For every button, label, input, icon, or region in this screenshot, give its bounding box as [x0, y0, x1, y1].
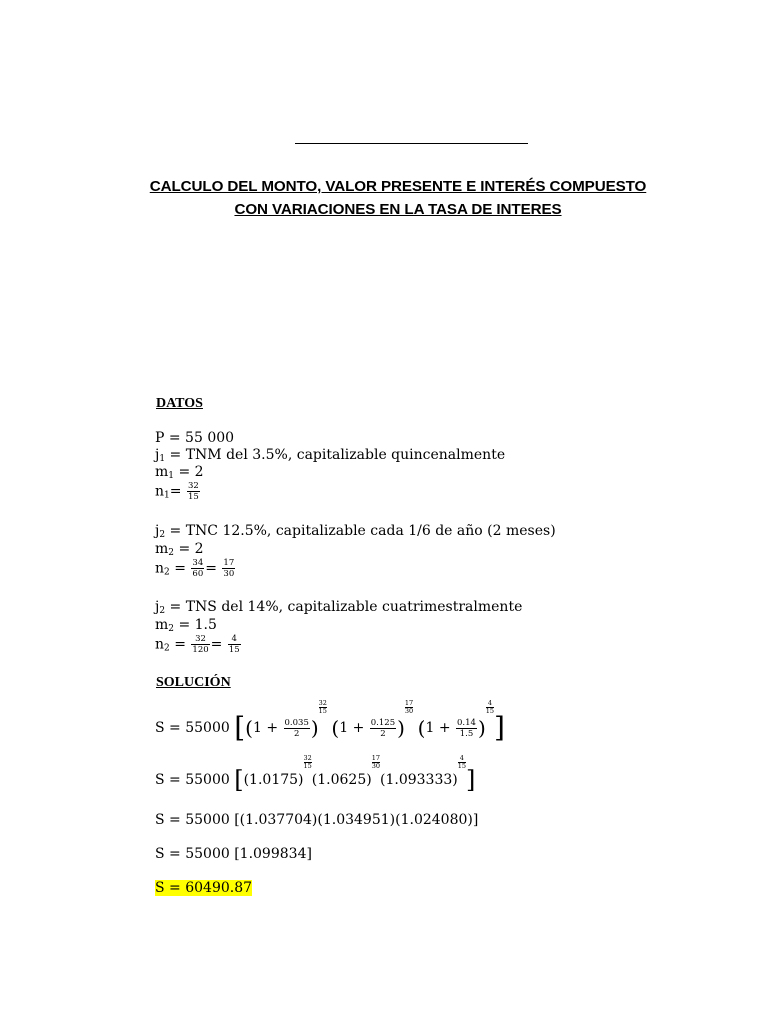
- j2b-definition: $j_2$ = TNS del 14%, capitalizable cuatrimestralmente: [155, 599, 523, 616]
- m2b-text: = 1.5: [178, 617, 217, 633]
- equation-1: S = 55000 [(1 + $\frac{0.035}{2}$ ) $\frac{32}{15}$ (1 + $\frac{0.125}{2}$ ) $\frac{17}{30}$ (1 + $\frac{0.14}{1.5}$ ) $\frac{4}{15}$ ]: [155, 699, 505, 744]
- equation-2: S = 55000 [(1.0175) $\frac{32}{15}$ (1.0625) $\frac{17}{30}$ (1.093333) $\frac{4}{15}$ ]: [155, 754, 476, 794]
- m1-text: = 2: [178, 464, 204, 480]
- document-title-line-1: CALCULO DEL MONTO, VALOR PRESENTE E INTERÉS COMPUESTO: [149, 178, 647, 195]
- equation-4: S = 55000 [1.099834]: [155, 846, 312, 862]
- p-value: P = 55 000: [155, 430, 235, 446]
- equation-3: S = 55000 [(1.037704)(1.034951)(1.024080)]: [155, 812, 479, 828]
- j1-definition: $j_1$ = TNM del 3.5%, capitalizable quincenalmente: [155, 447, 506, 464]
- result-highlight: S = 60490.87: [155, 880, 253, 896]
- n1-definition: $n_1=$ $\frac{32}{15}$: [155, 481, 199, 502]
- n1-fraction: $\frac{32}{15}$: [187, 481, 199, 502]
- j1-text: = TNM del 3.5%, capitalizable quincenalmente: [169, 447, 506, 463]
- document-title-line-2: CON VARIACIONES EN LA TASA DE INTERES: [234, 201, 562, 218]
- m2a-definition: $m_2 = 2$: [155, 541, 204, 558]
- n2b-fraction-1: $\frac{32}{120}$: [192, 634, 209, 655]
- n2a-definition: $n_2$ = $\frac{34}{60}$ = $\frac{17}{30}$: [155, 558, 235, 579]
- j2b-text: = TNS del 14%, capitalizable cuatrimestralmente: [169, 599, 523, 615]
- m1-definition: $m_1 = 2$: [155, 464, 204, 481]
- j2a-definition: $j_2$ = TNC 12.5%, capitalizable cada 1/6 de año (2 meses): [155, 523, 556, 540]
- m2a-text: = 2: [178, 541, 204, 557]
- n2b-definition: $n_2$ = $\frac{32}{120}$ = $\frac{4}{15}$: [155, 634, 240, 655]
- n2a-fraction-2: $\frac{17}{30}$: [223, 558, 235, 579]
- solucion-heading: SOLUCIÓN: [156, 675, 231, 690]
- m2b-definition: $m_2 = 1.5$: [155, 617, 217, 634]
- j2a-text: = TNC 12.5%, capitalizable cada 1/6 de año (2 meses): [169, 523, 556, 539]
- n2b-fraction-2: $\frac{4}{15}$: [228, 634, 240, 655]
- header-rule: [295, 143, 528, 144]
- n2a-fraction-1: $\frac{34}{60}$: [192, 558, 204, 579]
- final-result: [155, 879, 252, 897]
- datos-heading: DATOS: [156, 396, 203, 411]
